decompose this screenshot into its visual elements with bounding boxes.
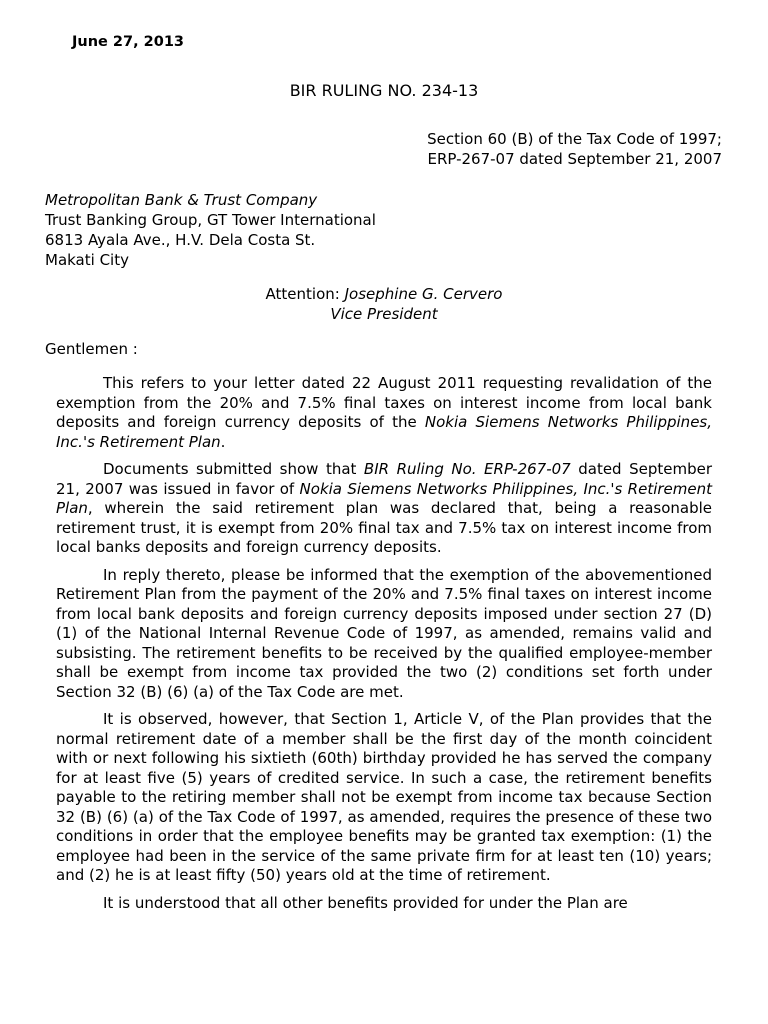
addressee-line: Trust Banking Group, GT Tower International bbox=[45, 211, 376, 229]
addressee-company: Metropolitan Bank & Trust Company bbox=[45, 191, 318, 209]
letter-body bbox=[56, 374, 712, 921]
body-paragraph: In reply thereto, please be informed that the exemption of the abovementioned Retirement Plan from the payment of the 20% and 7.5% final taxes on interest income from local bank deposits and foreign currency deposits imposed under section 27 (D) (1) of the National Internal Revenue Code of 1997, as amended, remains valid and subsisting. The retirement benefits to be received by the qualified employee-member shall be exempt from income tax provided the two (2) conditions set forth under Section 32 (B) (6) (a) of the Tax Code are met. bbox=[56, 565, 712, 701]
attention-block bbox=[0, 284, 768, 324]
body-paragraph: This refers to your letter dated 22 August 2011 requesting revalidation of the exemption from the 20% and 7.5% final taxes on interest income from local bank deposits and foreign currency deposits of the Nokia Siemens Networks Philippines, Inc.'s Retirement Plan. bbox=[56, 374, 713, 451]
addressee-line: 6813 Ayala Ave., H.V. Dela Costa St. bbox=[45, 231, 316, 249]
attention-name: Josephine G. Cervero bbox=[344, 285, 503, 303]
attention-title: Vice President bbox=[330, 305, 438, 323]
letter-date: June 27, 2013 bbox=[72, 34, 185, 50]
reference-line: Section 60 (B) of the Tax Code of 1997; bbox=[427, 130, 722, 148]
body-paragraph: It is observed, however, that Section 1, Article V, of the Plan provides that the normal retirement date of a member shall be the first day of the month coincident with or next following his sixtieth (60th) birthday provided he has served the company for at least five (5) years of credited service. In such a case, the retirement benefits payable to the retiring member shall not be exempt from income tax because Section 32 (B) (6) (a) of the Tax Code of 1997, as amended, requires the presence of these two conditions in order that the employee benefits may be granted tax exemption: (1) the employee had been in the service of the same private firm for at least ten (10) years; and (2) he is at least fifty (50) years old at the time of retirement. bbox=[56, 710, 712, 884]
addressee-block bbox=[45, 190, 376, 270]
legal-reference bbox=[427, 129, 722, 169]
body-paragraph: Documents submitted show that BIR Ruling No. ERP-267-07 dated September 21, 2007 was issued in favor of Nokia Siemens Networks Philippines, Inc.'s Retirement Plan, wherein the said retirement plan was declared that, being a reasonable retirement trust, it is exempt from 20% final tax and 7.5% tax on interest income from local banks deposits and foreign currency deposits. bbox=[56, 460, 712, 556]
reference-line: ERP-267-07 dated September 21, 2007 bbox=[427, 150, 722, 168]
salutation: Gentlemen : bbox=[45, 340, 138, 358]
attention-line bbox=[0, 284, 768, 304]
attention-label: Attention: bbox=[265, 285, 345, 303]
addressee-line: Makati City bbox=[45, 251, 129, 269]
body-paragraph: It is understood that all other benefits provided for under the Plan are bbox=[103, 893, 628, 912]
ruling-title: BIR RULING NO. 234-13 bbox=[289, 81, 479, 100]
